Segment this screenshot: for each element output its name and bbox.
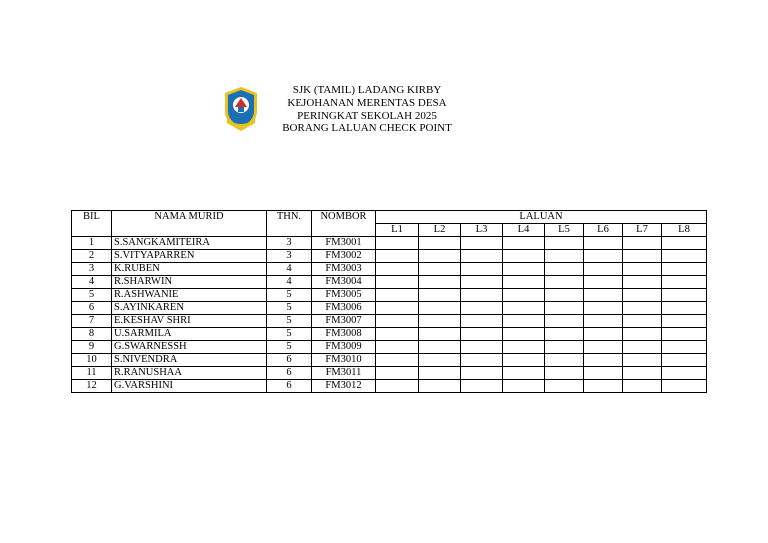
checkpoint-cell-l1[interactable] <box>376 289 419 302</box>
checkpoint-cell-l6[interactable] <box>584 315 623 328</box>
form-title: BORANG LALUAN CHECK POINT <box>282 122 452 135</box>
checkpoint-cell-l2[interactable] <box>419 341 461 354</box>
checkpoint-cell-l2[interactable] <box>419 250 461 263</box>
checkpoint-cell-l2[interactable] <box>419 367 461 380</box>
table-row <box>72 263 707 276</box>
checkpoint-cell-l6[interactable] <box>584 328 623 341</box>
col-header-l1: L1 <box>376 224 419 237</box>
event-title: KEJOHANAN MERENTAS DESA <box>287 96 447 109</box>
checkpoint-cell-l6[interactable] <box>584 263 623 276</box>
col-header-l7: L7 <box>623 224 662 237</box>
checkpoint-cell-l6[interactable] <box>584 341 623 354</box>
checkpoint-cell-l8[interactable] <box>662 315 707 328</box>
checkpoint-cell-l2[interactable] <box>419 276 461 289</box>
table-row <box>72 380 707 393</box>
checkpoint-cell-l1[interactable] <box>376 367 419 380</box>
checkpoint-cell-l8[interactable] <box>662 302 707 315</box>
checkpoint-cell-l4[interactable] <box>503 315 545 328</box>
cell-nombor: FM3007 <box>312 315 376 328</box>
checkpoint-cell-l1[interactable] <box>376 380 419 393</box>
table-row <box>72 302 707 315</box>
cell-nama: S.VITYAPARREN <box>112 250 267 263</box>
cell-bil: 2 <box>72 250 112 263</box>
cell-thn: 5 <box>267 328 312 341</box>
cell-bil: 4 <box>72 276 112 289</box>
checkpoint-cell-l2[interactable] <box>419 315 461 328</box>
checkpoint-cell-l6[interactable] <box>584 276 623 289</box>
checkpoint-cell-l8[interactable] <box>662 263 707 276</box>
checkpoint-cell-l1[interactable] <box>376 263 419 276</box>
cell-nama: S.NIVENDRA <box>112 354 267 367</box>
checkpoint-cell-l7[interactable] <box>623 354 662 367</box>
checkpoint-cell-l3[interactable] <box>461 367 503 380</box>
checkpoint-cell-l5[interactable] <box>545 380 584 393</box>
col-header-laluan: LALUAN <box>376 211 707 224</box>
checkpoint-cell-l7[interactable] <box>623 237 662 250</box>
checkpoint-cell-l8[interactable] <box>662 354 707 367</box>
cell-nombor: FM3002 <box>312 250 376 263</box>
checkpoint-cell-l1[interactable] <box>376 341 419 354</box>
cell-bil: 3 <box>72 263 112 276</box>
checkpoint-cell-l8[interactable] <box>662 380 707 393</box>
checkpoint-cell-l2[interactable] <box>419 302 461 315</box>
checkpoint-cell-l5[interactable] <box>545 237 584 250</box>
cell-thn: 3 <box>267 237 312 250</box>
checkpoint-cell-l3[interactable] <box>461 341 503 354</box>
checkpoint-cell-l3[interactable] <box>461 289 503 302</box>
checkpoint-cell-l8[interactable] <box>662 328 707 341</box>
checkpoint-cell-l1[interactable] <box>376 276 419 289</box>
school-crest-icon <box>221 85 261 133</box>
cell-nama: S.SANGKAMITEIRA <box>112 237 267 250</box>
checkpoint-cell-l8[interactable] <box>662 250 707 263</box>
checkpoint-cell-l4[interactable] <box>503 302 545 315</box>
checkpoint-cell-l1[interactable] <box>376 315 419 328</box>
cell-nama: R.RANUSHAA <box>112 367 267 380</box>
table-row <box>72 328 707 341</box>
table-row <box>72 315 707 328</box>
cell-bil: 6 <box>72 302 112 315</box>
cell-nombor: FM3001 <box>312 237 376 250</box>
checkpoint-cell-l7[interactable] <box>623 289 662 302</box>
checkpoint-cell-l6[interactable] <box>584 237 623 250</box>
checkpoint-cell-l5[interactable] <box>545 315 584 328</box>
checkpoint-cell-l4[interactable] <box>503 380 545 393</box>
checkpoint-cell-l7[interactable] <box>623 302 662 315</box>
cell-nombor: FM3011 <box>312 367 376 380</box>
school-name: SJK (TAMIL) LADANG KIRBY <box>292 84 442 96</box>
cell-thn: 4 <box>267 263 312 276</box>
checkpoint-cell-l4[interactable] <box>503 237 545 250</box>
cell-nombor: FM3012 <box>312 380 376 393</box>
cell-nama: G.VARSHINI <box>112 380 267 393</box>
checkpoint-cell-l7[interactable] <box>623 276 662 289</box>
cell-nama: K.RUBEN <box>112 263 267 276</box>
checkpoint-cell-l5[interactable] <box>545 328 584 341</box>
cell-nama: U.SARMILA <box>112 328 267 341</box>
cell-nama: R.ASHWANIE <box>112 289 267 302</box>
checkpoint-cell-l4[interactable] <box>503 367 545 380</box>
checkpoint-cell-l2[interactable] <box>419 263 461 276</box>
cell-thn: 5 <box>267 289 312 302</box>
checkpoint-cell-l8[interactable] <box>662 367 707 380</box>
cell-thn: 5 <box>267 302 312 315</box>
checkpoint-cell-l1[interactable] <box>376 302 419 315</box>
cell-nombor: FM3008 <box>312 328 376 341</box>
checkpoint-cell-l4[interactable] <box>503 276 545 289</box>
checkpoint-cell-l2[interactable] <box>419 237 461 250</box>
checkpoint-cell-l2[interactable] <box>419 328 461 341</box>
checkpoint-cell-l6[interactable] <box>584 354 623 367</box>
checkpoint-cell-l5[interactable] <box>545 276 584 289</box>
cell-thn: 6 <box>267 354 312 367</box>
cell-bil: 11 <box>72 367 112 380</box>
cell-bil: 5 <box>72 289 112 302</box>
checkpoint-cell-l3[interactable] <box>461 263 503 276</box>
col-header-l2: L2 <box>419 224 461 237</box>
table-body <box>72 237 707 393</box>
cell-bil: 10 <box>72 354 112 367</box>
checkpoint-cell-l4[interactable] <box>503 341 545 354</box>
checkpoint-cell-l3[interactable] <box>461 250 503 263</box>
checkpoint-cell-l1[interactable] <box>376 328 419 341</box>
checkpoint-cell-l1[interactable] <box>376 237 419 250</box>
document-header <box>262 84 472 135</box>
checkpoint-cell-l7[interactable] <box>623 341 662 354</box>
checkpoint-cell-l5[interactable] <box>545 250 584 263</box>
checkpoint-cell-l2[interactable] <box>419 380 461 393</box>
cell-nombor: FM3006 <box>312 302 376 315</box>
cell-bil: 8 <box>72 328 112 341</box>
checkpoint-cell-l4[interactable] <box>503 289 545 302</box>
checkpoint-cell-l6[interactable] <box>584 380 623 393</box>
checkpoint-cell-l4[interactable] <box>503 328 545 341</box>
checkpoint-cell-l3[interactable] <box>461 276 503 289</box>
cell-thn: 6 <box>267 367 312 380</box>
checkpoint-cell-l6[interactable] <box>584 289 623 302</box>
checkpoint-cell-l7[interactable] <box>623 315 662 328</box>
cell-nombor: FM3010 <box>312 354 376 367</box>
checkpoint-cell-l5[interactable] <box>545 341 584 354</box>
checkpoint-cell-l3[interactable] <box>461 354 503 367</box>
checkpoint-cell-l3[interactable] <box>461 237 503 250</box>
header-row <box>72 211 707 224</box>
table-row <box>72 237 707 250</box>
checkpoint-cell-l3[interactable] <box>461 328 503 341</box>
col-header-bil: BIL <box>72 211 112 237</box>
event-level: PERINGKAT SEKOLAH 2025 <box>297 109 437 122</box>
checkpoint-cell-l8[interactable] <box>662 276 707 289</box>
cell-nama: E.KESHAV SHRI <box>112 315 267 328</box>
checkpoint-cell-l5[interactable] <box>545 302 584 315</box>
checkpoint-cell-l4[interactable] <box>503 354 545 367</box>
table-row <box>72 341 707 354</box>
col-header-thn: THN. <box>267 211 312 237</box>
checkpoint-cell-l8[interactable] <box>662 289 707 302</box>
cell-thn: 4 <box>267 276 312 289</box>
cell-bil: 12 <box>72 380 112 393</box>
col-header-nama: NAMA MURID <box>112 211 267 237</box>
cell-bil: 9 <box>72 341 112 354</box>
cell-thn: 5 <box>267 341 312 354</box>
col-header-l4: L4 <box>503 224 545 237</box>
checkpoint-cell-l5[interactable] <box>545 354 584 367</box>
checkpoint-cell-l4[interactable] <box>503 250 545 263</box>
cell-thn: 5 <box>267 315 312 328</box>
checkpoint-cell-l8[interactable] <box>662 341 707 354</box>
cell-nama: S.AYINKAREN <box>112 302 267 315</box>
cell-nombor: FM3003 <box>312 263 376 276</box>
checkpoint-cell-l7[interactable] <box>623 328 662 341</box>
checkpoint-cell-l3[interactable] <box>461 302 503 315</box>
checkpoint-cell-l6[interactable] <box>584 250 623 263</box>
cell-thn: 6 <box>267 380 312 393</box>
table-row <box>72 276 707 289</box>
checkpoint-cell-l7[interactable] <box>623 263 662 276</box>
checkpoint-table <box>71 210 707 393</box>
col-header-l8: L8 <box>662 224 707 237</box>
checkpoint-cell-l7[interactable] <box>623 367 662 380</box>
checkpoint-cell-l3[interactable] <box>461 315 503 328</box>
table-row <box>72 354 707 367</box>
checkpoint-cell-l5[interactable] <box>545 289 584 302</box>
table-row <box>72 367 707 380</box>
checkpoint-cell-l5[interactable] <box>545 367 584 380</box>
checkpoint-cell-l1[interactable] <box>376 250 419 263</box>
checkpoint-cell-l6[interactable] <box>584 367 623 380</box>
checkpoint-cell-l2[interactable] <box>419 289 461 302</box>
checkpoint-cell-l6[interactable] <box>584 302 623 315</box>
cell-nama: R.SHARWIN <box>112 276 267 289</box>
cell-nombor: FM3009 <box>312 341 376 354</box>
cell-thn: 3 <box>267 250 312 263</box>
checkpoint-cell-l1[interactable] <box>376 354 419 367</box>
cell-bil: 1 <box>72 237 112 250</box>
checkpoint-cell-l3[interactable] <box>461 380 503 393</box>
checkpoint-cell-l2[interactable] <box>419 354 461 367</box>
cell-nombor: FM3004 <box>312 276 376 289</box>
cell-nama: G.SWARNESSH <box>112 341 267 354</box>
checkpoint-cell-l7[interactable] <box>623 250 662 263</box>
cell-nombor: FM3005 <box>312 289 376 302</box>
checkpoint-cell-l4[interactable] <box>503 263 545 276</box>
checkpoint-cell-l8[interactable] <box>662 237 707 250</box>
table-row <box>72 289 707 302</box>
col-header-nombor: NOMBOR <box>312 211 376 237</box>
col-header-l6: L6 <box>584 224 623 237</box>
table-row <box>72 250 707 263</box>
col-header-l3: L3 <box>461 224 503 237</box>
cell-bil: 7 <box>72 315 112 328</box>
checkpoint-cell-l5[interactable] <box>545 263 584 276</box>
col-header-l5: L5 <box>545 224 584 237</box>
checkpoint-cell-l7[interactable] <box>623 380 662 393</box>
